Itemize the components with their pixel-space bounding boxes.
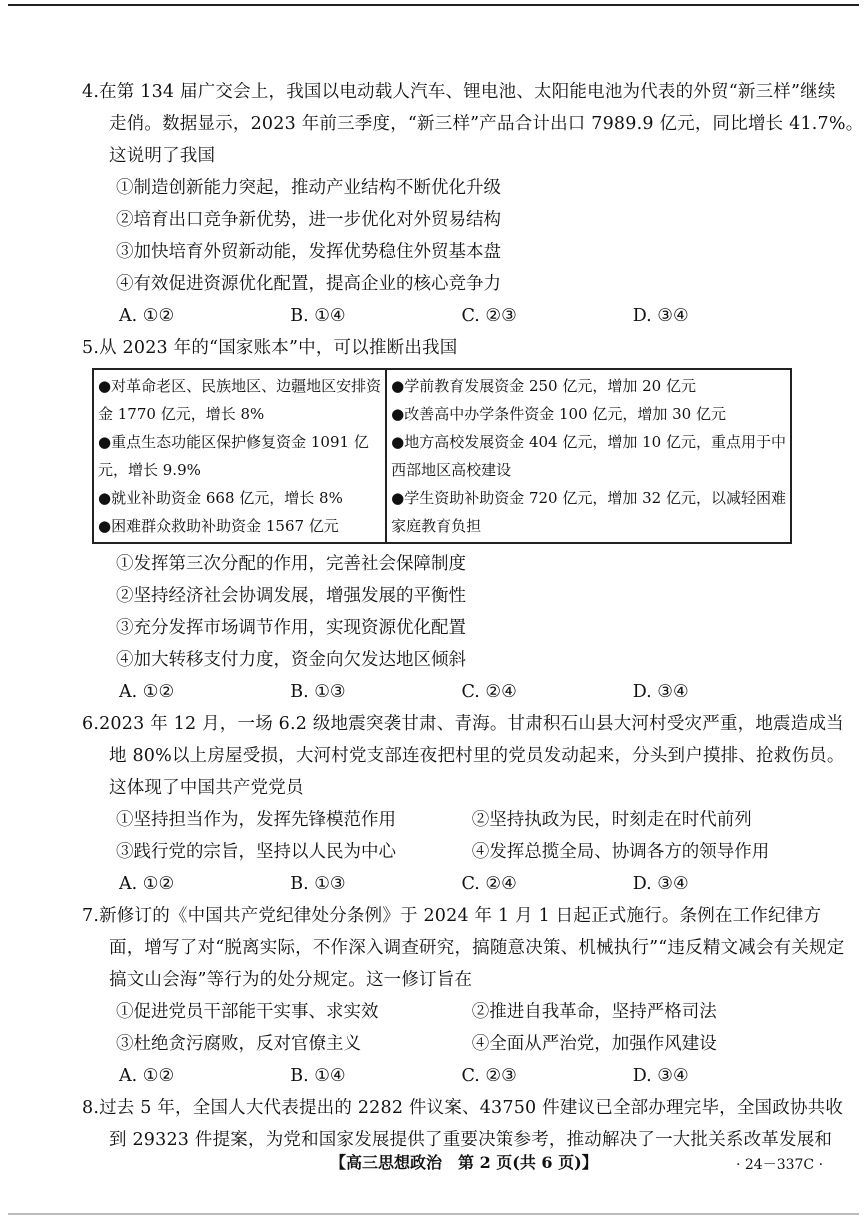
q7-choice-d: D. ③④ (632, 1066, 689, 1086)
q4-choices (92, 300, 804, 332)
q6-stem-line-1: 6.2023 年 12 月，一场 6.2 级地震突袭甘肃、青海。甘肃积石山县大河村受灾严重，地震造成当 (82, 714, 844, 734)
q7-option-3: ③杜绝贪污腐败，反对官僚主义 (116, 1034, 361, 1054)
q4-choice-a: A. ①② (119, 306, 175, 326)
q7-choice-b: B. ①④ (290, 1066, 346, 1086)
q4-option-4: ④有效促进资源优化配置，提高企业的核心竞争力 (116, 274, 501, 294)
budget-right-line-4: 西部地区高校建设 (391, 461, 512, 479)
budget-left-line-4: 元，增长 9.9% (98, 461, 201, 479)
question-4 (82, 76, 864, 332)
q6-stem-line-2: 地 80%以上房屋受损，大河村党支部连夜把村里的党员发动起来，分头到户摸排、抢救伤员。 (109, 746, 845, 766)
q4-choice-b: B. ①④ (290, 306, 346, 326)
q5-option-4: ④加大转移支付力度，资金向欠发达地区倾斜 (116, 650, 466, 670)
budget-table-left (93, 369, 386, 543)
budget-right-line-5: ●学生资助补助资金 720 亿元，增加 32 亿元，以减轻困难 (391, 489, 786, 507)
budget-left-line-5: ●就业补助资金 668 亿元，增长 8% (98, 489, 343, 507)
question-7 (82, 900, 845, 1092)
budget-left-line-3: ●重点生态功能区保护修复资金 1091 亿 (98, 433, 369, 451)
q7-options-row-2 (92, 1028, 804, 1060)
q7-option-2: ②推进自我革命，坚持严格司法 (471, 1002, 717, 1022)
q4-stem-line-2: 走俏。数据显示，2023 年前三季度，“新三样”产品合计出口 7989.9 亿元，同比增长 41.7%。 (109, 114, 864, 134)
question-8 (82, 1092, 844, 1156)
question-6 (82, 708, 845, 900)
q4-choice-c: C. ②③ (461, 306, 517, 326)
top-border (8, 4, 859, 6)
q6-choices (92, 868, 804, 900)
budget-right-line-2: ●改善高中办学条件资金 100 亿元，增加 30 亿元 (391, 405, 726, 423)
budget-table-right (386, 369, 791, 543)
q5-stem: 5.从 2023 年的“国家账本”中，可以推断出我国 (82, 338, 458, 358)
q6-options-row-1 (92, 804, 804, 836)
q5-option-2: ②坚持经济社会协调发展，增强发展的平衡性 (116, 586, 466, 606)
q5-choice-d: D. ③④ (632, 682, 689, 702)
q5-option-1: ①发挥第三次分配的作用，完善社会保障制度 (116, 554, 466, 574)
question-5 (82, 332, 804, 708)
footer-page-info: 【高三思想政治 第 2 页(共 6 页)】 (330, 1153, 598, 1172)
exam-content (82, 76, 864, 1156)
q5-choice-c: C. ②④ (461, 682, 517, 702)
q4-option-1: ①制造创新能力突起，推动产业结构不断优化升级 (116, 178, 501, 198)
q4-option-2: ②培育出口竞争新优势，进一步优化对外贸易结构 (116, 210, 501, 230)
q7-choice-c: C. ②③ (461, 1066, 517, 1086)
q7-stem-line-3: 搞文山会海”等行为的处分规定。这一修订旨在 (109, 970, 473, 990)
q5-choice-b: B. ①③ (290, 682, 346, 702)
q8-stem-line-2: 到 29323 件提案，为党和国家发展提供了重要决策参考，推动解决了一大批关系改革发展和 (109, 1130, 833, 1150)
q8-stem-line-1: 8.过去 5 年，全国人大代表提出的 2282 件议案、43750 件建议已全部办理完毕，全国政协共收 (82, 1098, 844, 1118)
q6-option-2: ②坚持执政为民，时刻走在时代前列 (471, 810, 752, 830)
q5-choice-a: A. ①② (119, 682, 175, 702)
q7-stem-line-1: 7.新修订的《中国共产党纪律处分条例》于 2024 年 1 月 1 日起正式施行。条例在工作纪律方 (82, 906, 822, 926)
q6-option-1: ①坚持担当作为，发挥先锋模范作用 (116, 810, 396, 830)
budget-table (92, 368, 792, 544)
q6-options-row-2 (92, 836, 804, 868)
q6-choice-d: D. ③④ (632, 874, 689, 894)
q7-choice-a: A. ①② (119, 1066, 175, 1086)
q4-stem-line-1: 4.在第 134 届广交会上，我国以电动载人汽车、锂电池、太阳能电池为代表的外贸“新三样”继续 (82, 82, 836, 102)
q6-choice-b: B. ①③ (290, 874, 346, 894)
q6-option-3: ③践行党的宗旨，坚持以人民为中心 (116, 842, 396, 862)
budget-right-line-6: 家庭教育负担 (391, 517, 482, 535)
q6-option-4: ④发挥总揽全局、协调各方的领导作用 (471, 842, 770, 862)
q4-choice-d: D. ③④ (632, 306, 689, 326)
footer-exam-code: · 24－337C · (736, 1157, 824, 1173)
q7-choices (92, 1060, 804, 1092)
q6-stem-line-3: 这体现了中国共产党党员 (109, 778, 304, 798)
q7-option-1: ①促进党员干部能干实事、求实效 (116, 1002, 379, 1022)
budget-left-line-1: ●对革命老区、民族地区、边疆地区安排资 (98, 377, 382, 395)
q4-option-3: ③加快培育外贸新动能，发挥优势稳住外贸基本盘 (116, 242, 501, 262)
bottom-border (8, 1213, 859, 1215)
q5-choices (92, 676, 804, 708)
q7-options-row-1 (92, 996, 804, 1028)
budget-left-line-6: ●困难群众救助补助资金 1567 亿元 (98, 517, 339, 535)
q6-choice-a: A. ①② (119, 874, 175, 894)
budget-left-line-2: 金 1770 亿元，增长 8% (98, 405, 265, 423)
budget-right-line-1: ●学前教育发展资金 250 亿元，增加 20 亿元 (391, 377, 696, 395)
q7-option-4: ④全面从严治党，加强作风建设 (471, 1034, 717, 1054)
q6-choice-c: C. ②④ (461, 874, 517, 894)
q7-stem-line-2: 面，增写了对“脱离实际，不作深入调查研究，搞随意决策、机械执行”“违反精文减会有关规定 (109, 938, 845, 958)
q4-stem-line-3: 这说明了我国 (109, 146, 216, 166)
page-footer (0, 1150, 867, 1180)
q5-option-3: ③充分发挥市场调节作用，实现资源优化配置 (116, 618, 466, 638)
budget-right-line-3: ●地方高校发展资金 404 亿元，增加 10 亿元，重点用于中 (391, 433, 786, 451)
